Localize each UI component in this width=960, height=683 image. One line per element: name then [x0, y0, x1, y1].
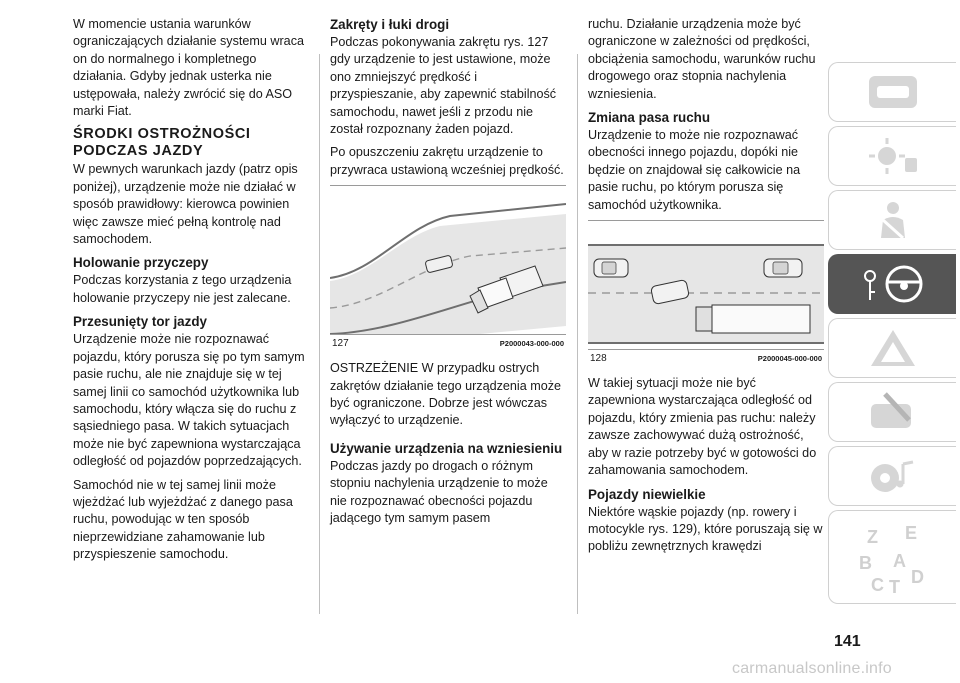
figure-128 — [588, 220, 824, 365]
breakdown-triangle-icon — [865, 326, 921, 370]
index-letter: Z — [866, 527, 878, 547]
shift-body-1: Urządzenie może nie rozpoznawać pojazdu, który porusza się po tym samym pasie ruchu, ale nie znajduje się w tej samej linii co samochód użytkownika lub samochodu, który włącza się do ruchu z sąsiedniego pasa. W takich sytuacjach może nie być zapewniona wystarczająca odległość od pojazdów poprzedzających. — [73, 332, 305, 469]
index-letter: E — [904, 523, 917, 543]
index-letters-icon — [853, 517, 933, 597]
key-steering-wheel-icon — [858, 262, 928, 306]
column-middle — [330, 16, 566, 534]
curves-body-1: Podczas pokonywania zakrętu rys. 127 gdy urządzenie to jest ustawione, może ono zmniejszyć prędkość i przyspieszanie, aby zapewnić stabilność samochodu, nawet jeśli z przodu nie został rozpoznany żaden pojazd. — [330, 35, 557, 137]
watermark: carmanualsonline.info — [732, 660, 892, 677]
lane-heading: Zmiana pasa ruchu — [588, 110, 711, 126]
lane-change-illustration — [588, 221, 824, 349]
maintenance-wrench-icon — [865, 390, 921, 434]
page-number: 141 — [834, 633, 861, 650]
intro-paragraph: W momencie ustania warunków ograniczających działanie systemu wraca on do normalnego i kompletnego działania. Gdyby jednak usterka nie ustępowała, należy zwrócić się do ASO marki Fiat. — [73, 17, 304, 119]
section-body: W pewnych warunkach jazdy (patrz opis poniżej), urządzenie może nie działać w sposób prawidłowy: kierowca powinien więc zawsze mieć pełną kontrolę nad samochodem. — [73, 162, 298, 247]
column-left — [73, 16, 309, 570]
tab-car-dashboard[interactable] — [828, 62, 956, 122]
after-figure-paragraph: W takiej sytuacji może nie być zapewniona wystarczająca odległość od pojazdu, który zmienia pas ruchu: należy zawsze zachowywać dużą ostrożność, aby w razie potrzeby być w gotowości do zahamowania samochodem. — [588, 376, 817, 478]
shift-body-2: Samochód nie w tej samej linii może wjeżdżać lub wyjeżdżać z danego pasa ruchu, powodując w ten sposób nieprzewidziane zahamowanie lub przyspieszenie samochodu. — [73, 477, 293, 562]
small-vehicles-heading: Pojazdy niewielkie — [588, 486, 706, 502]
index-letter: B — [858, 553, 872, 573]
warning-lights-icon — [865, 136, 921, 176]
section-title: ŚRODKI OSTROŻNOŚCI PODCZAS JAZDY — [73, 126, 251, 159]
figure-code: P2000045-000-000 — [757, 354, 822, 364]
tab-warning-lights[interactable] — [828, 126, 956, 186]
curve-road-illustration — [330, 186, 566, 334]
tab-maintenance[interactable] — [828, 382, 956, 442]
column-divider — [577, 54, 578, 614]
index-letter: D — [910, 567, 924, 587]
tab-emergency[interactable] — [828, 318, 956, 378]
seatbelt-safety-icon — [865, 198, 921, 242]
index-letter: A — [892, 551, 906, 571]
tab-safety[interactable] — [828, 190, 956, 250]
figure-number: 128 — [590, 353, 607, 365]
figure-code: P2000043-000-000 — [499, 339, 564, 349]
continued-paragraph: ruchu. Działanie urządzenia może być ograniczone w zależności od prędkości, obciążenia samochodu, warunków ruchu drogowego oraz stopnia nachylenia wzniesienia. — [588, 17, 816, 101]
shift-heading: Przesunięty tor jazdy — [73, 314, 207, 330]
tab-multimedia[interactable] — [828, 446, 956, 506]
slope-body: Podczas jazdy po drogach o różnym stopniu nachylenia urządzenie to może nie rozpoznawać obecności pojazdu jadącego tym samym pasem — [330, 458, 548, 526]
towing-heading: Holowanie przyczepy — [73, 255, 209, 271]
index-letter: T — [888, 577, 900, 597]
curves-heading: Zakręty i łuki drogi — [330, 17, 450, 32]
warning-paragraph: OSTRZEŻENIE W przypadku ostrych zakrętów działanie tego urządzenia może być ograniczone. Dobrze jest wówczas wyłączyć to urządzenie. — [330, 361, 562, 428]
index-letter: C — [870, 575, 884, 595]
curves-body-2: Po opuszczeniu zakrętu urządzenie to przywraca ustawioną wcześniej prędkość. — [330, 145, 564, 177]
multimedia-icon — [865, 454, 921, 498]
tab-starting-driving[interactable] — [828, 254, 956, 314]
truck-illustration — [696, 305, 810, 333]
lead-car-illustration — [764, 259, 802, 277]
car-dashboard-icon — [865, 72, 921, 112]
towing-body: Podczas korzystania z tego urządzenia holowanie przyczepy nie jest zalecane. — [73, 273, 292, 305]
small-vehicles-body: Niektóre wąskie pojazdy (np. rowery i motocykle rys. 129), które poruszają się w pobliżu zewnętrznych krawędzi — [588, 504, 823, 554]
figure-127 — [330, 185, 566, 350]
lane-body: Urządzenie to może nie rozpoznawać obecności innego pojazdu, dopóki nie będzie on znajdował się całkowicie na pasie ruchu, po którym porusza się samochód użytkownika. — [588, 128, 801, 212]
column-right — [588, 16, 824, 562]
tab-index[interactable] — [828, 510, 956, 604]
column-divider — [319, 54, 320, 614]
figure-number: 127 — [332, 338, 349, 350]
user-car-illustration — [594, 259, 628, 277]
slope-heading: Używanie urządzenia na wzniesieniu — [330, 440, 563, 456]
